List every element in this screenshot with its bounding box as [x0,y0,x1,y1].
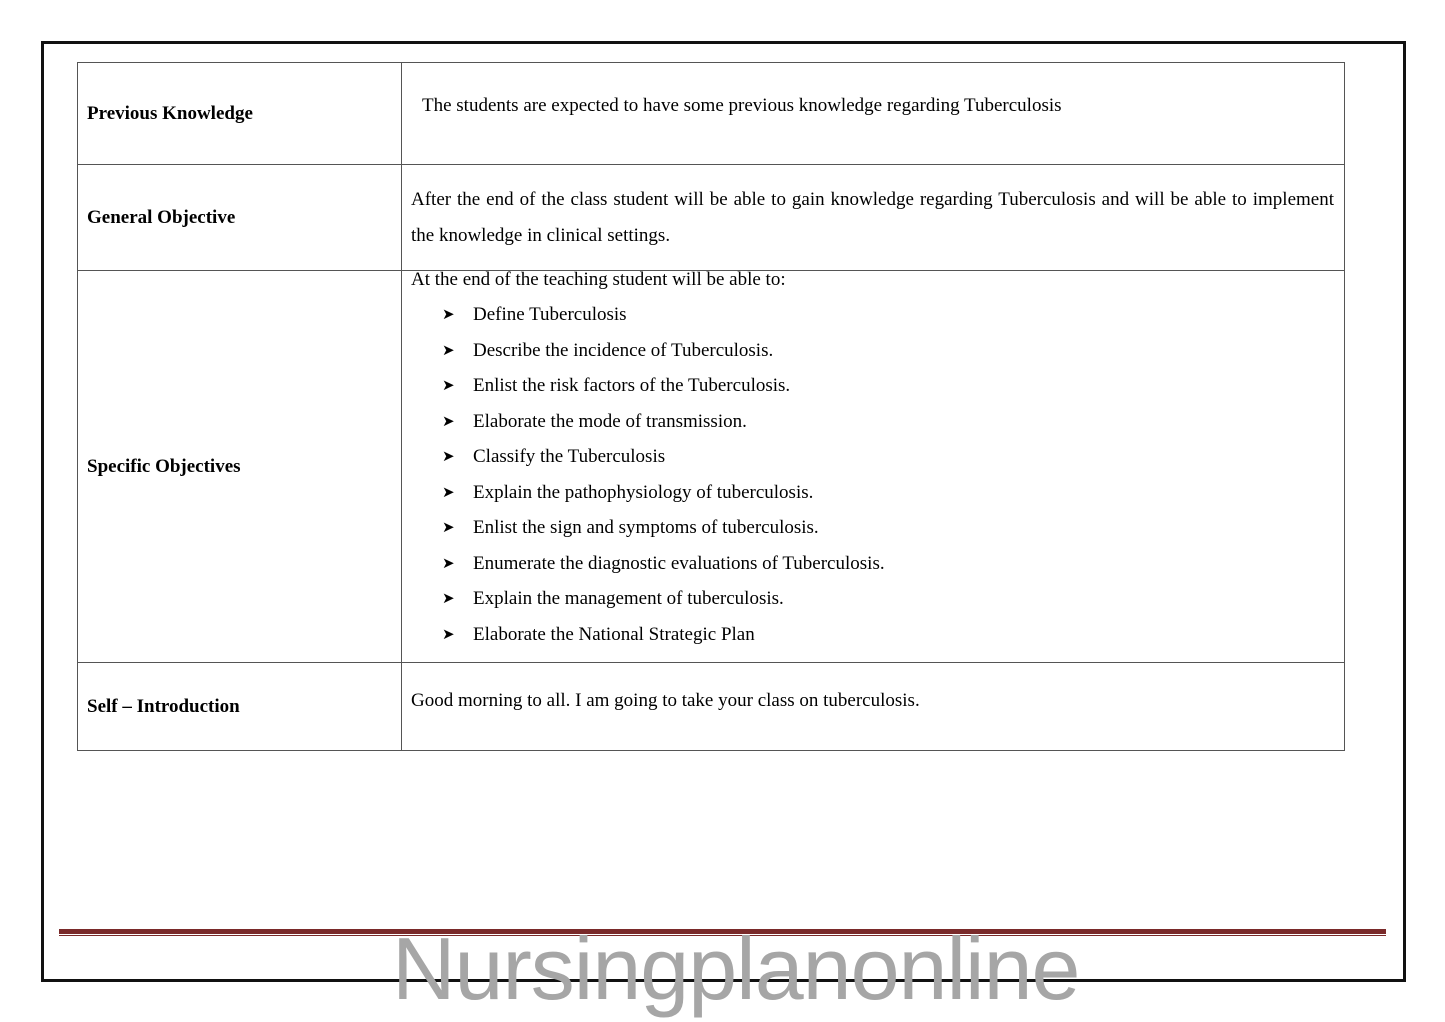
objective-text: Define Tuberculosis [473,304,627,325]
arrowhead-bullet-icon: ➤ [442,553,455,572]
row-label-previous-knowledge: Previous Knowledge [78,63,402,165]
list-item [442,581,1334,617]
arrowhead-bullet-icon: ➤ [442,447,455,465]
row-content-self-introduction [402,663,1345,751]
objective-text: Describe the incidence of Tuberculosis. [473,339,774,361]
specific-objectives-intro: At the end of the teaching student will be able to: [411,269,786,290]
row-label-general-objective: General Objective [78,165,402,271]
arrowhead-bullet-icon: ➤ [442,376,455,394]
list-item [442,510,1334,546]
list-item [442,404,1334,440]
arrowhead-bullet-icon: ➤ [442,340,455,359]
arrowhead-bullet-icon: ➤ [442,305,455,323]
objective-text: Enlist the sign and symptoms of tuberculosis. [473,517,819,538]
self-introduction-text: Good morning to all. I am going to take your class on tuberculosis. [411,689,920,711]
list-item [442,297,1334,333]
table-row-previous-knowledge [78,63,1345,165]
objective-text: Enlist the risk factors of the Tuberculosis. [473,375,791,396]
objective-text: Elaborate the National Strategic Plan [473,623,755,645]
list-item [442,368,1334,404]
watermark-text: Nursingplanonline [392,919,1080,1018]
row-content-previous-knowledge [402,63,1345,165]
general-objective-text: After the end of the class student will be able to gain knowledge regarding Tuberculosis and will be able to implement the knowledge in clinical settings. [411,188,1334,246]
list-item [442,333,1334,369]
list-item [442,439,1334,475]
table-row-self-introduction [78,663,1345,751]
row-label-self-introduction: Self – Introduction [78,663,402,751]
objective-text: Elaborate the mode of transmission. [473,410,747,432]
arrowhead-bullet-icon: ➤ [442,589,455,607]
arrowhead-bullet-icon: ➤ [442,482,455,501]
arrowhead-bullet-icon: ➤ [442,518,455,536]
row-label-specific-objectives: Specific Objectives [78,271,402,663]
table-row-general-objective [78,165,1345,271]
list-item [442,475,1334,511]
list-item [442,546,1334,582]
arrowhead-bullet-icon: ➤ [442,624,455,643]
row-content-general-objective [402,165,1345,271]
list-item [442,617,1334,653]
objective-text: Explain the pathophysiology of tuberculosis. [473,481,814,503]
specific-objectives-list [411,297,1334,652]
previous-knowledge-text: The students are expected to have some previous knowledge regarding Tuberculosis [422,94,1062,116]
objective-text: Classify the Tuberculosis [473,446,666,467]
objective-text: Explain the management of tuberculosis. [473,588,784,609]
lesson-plan-table [77,62,1345,751]
table-row-specific-objectives [78,271,1345,663]
row-content-specific-objectives [402,271,1345,663]
objective-text: Enumerate the diagnostic evaluations of Tuberculosis. [473,552,885,574]
arrowhead-bullet-icon: ➤ [442,411,455,430]
